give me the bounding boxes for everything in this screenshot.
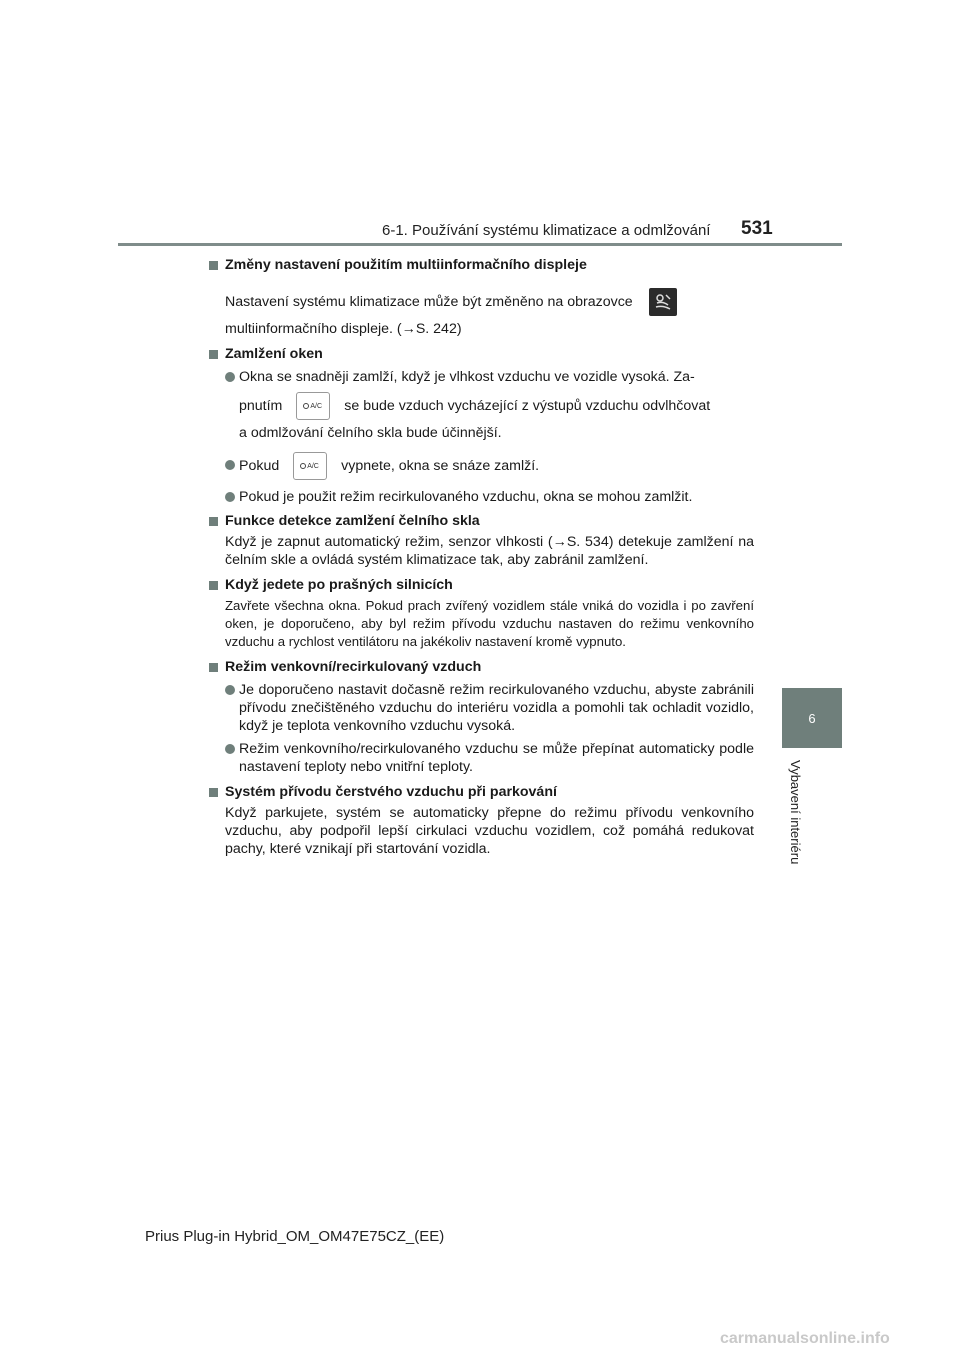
header-section-title: 6-1. Používání systému klimatizace a odmlžování — [382, 222, 711, 239]
square-bullet-icon — [209, 350, 218, 359]
ac-button-icon: A/C — [293, 452, 327, 480]
paragraph: multiinformačního displeje. (→S. 242) — [225, 321, 462, 337]
square-bullet-icon — [209, 788, 218, 797]
section-heading: Když jedete po prašných silnicích — [208, 576, 754, 594]
paragraph: Nastavení systému klimatizace může být změněno na obrazovce — [208, 288, 754, 316]
page-number: 531 — [741, 218, 773, 239]
chapter-tab-number: 6 — [808, 710, 816, 726]
climate-settings-icon — [649, 288, 677, 316]
chapter-tab-label: Vybavení interiéru — [788, 760, 803, 865]
watermark: carmanualsonline.info — [720, 1330, 890, 1347]
list-item: Pokud A/C vypnete, okna se snáze zamlží. — [208, 452, 754, 480]
section-heading: Režim venkovní/recirkulovaný vzduch — [208, 658, 754, 676]
paragraph: Zavřete všechna okna. Pokud prach zvířený vozidlem stále vniká do vozidla i po zavření oken, je doporučeno, aby byl režim přívodu vzduchu nastaven do režimu venkovního vzduchu a rychlost ventilátoru na jakékoliv nastavení kromě vypnuto. — [225, 598, 754, 649]
bullet-dot-icon — [225, 372, 235, 382]
section-heading: Systém přívodu čerstvého vzduchu při parkování — [208, 783, 754, 801]
list-item: Pokud je použit režim recirkulovaného vzduchu, okna se mohou zamlžit. — [208, 488, 754, 506]
page-content — [208, 252, 754, 858]
list-item: Okna se snadněji zamlží, když je vlhkost vzduchu ve vozidle vysoká. Za- pnutím A/C se bude vzduch vycházející z výstupů vzduchu odvlhčovat a odmlžování čelního skla bude účinnější. — [208, 368, 754, 442]
list-item: Je doporučeno nastavit dočasně režim recirkulovaného vzduchu, abyste zabránili přívodu znečištěného vzduchu do interiéru vozidla a pomohli tak ochladit vozidlo, když je teplota venkovního vzduchu vysoká. — [208, 681, 754, 735]
square-bullet-icon — [209, 663, 218, 672]
square-bullet-icon — [209, 581, 218, 590]
ac-button-icon: A/C — [296, 392, 330, 420]
footer-document-id: Prius Plug-in Hybrid_OM_OM47E75CZ_(EE) — [145, 1228, 445, 1245]
square-bullet-icon — [209, 517, 218, 526]
paragraph: Když je zapnut automatický režim, senzor vlhkosti (→S. 534) detekuje zamlžení na čelním skle a ovládá systém klimatizace tak, aby zabránil zamlžení. — [225, 534, 754, 568]
bullet-dot-icon — [225, 685, 235, 695]
bullet-dot-icon — [225, 460, 235, 470]
square-bullet-icon — [209, 261, 218, 270]
bullet-dot-icon — [225, 744, 235, 754]
paragraph: Když parkujete, systém se automaticky přepne do režimu přívodu venkovního vzduchu, aby podpořil lepší cirkulaci vzduchu vozidlem, což pomáhá redukovat pachy, které vznikají při startování vozidla. — [225, 805, 754, 857]
section-heading: Zamlžení oken — [208, 345, 754, 363]
bullet-dot-icon — [225, 492, 235, 502]
section-heading: Funkce detekce zamlžení čelního skla — [208, 512, 754, 530]
section-heading: Změny nastavení použitím multiinformačního displeje — [208, 256, 754, 274]
header-divider — [118, 243, 842, 246]
list-item: Režim venkovního/recirkulovaného vzduchu se může přepínat automaticky podle nastavení teploty nebo vnitřní teploty. — [208, 740, 754, 776]
chapter-tab[interactable] — [782, 688, 842, 748]
